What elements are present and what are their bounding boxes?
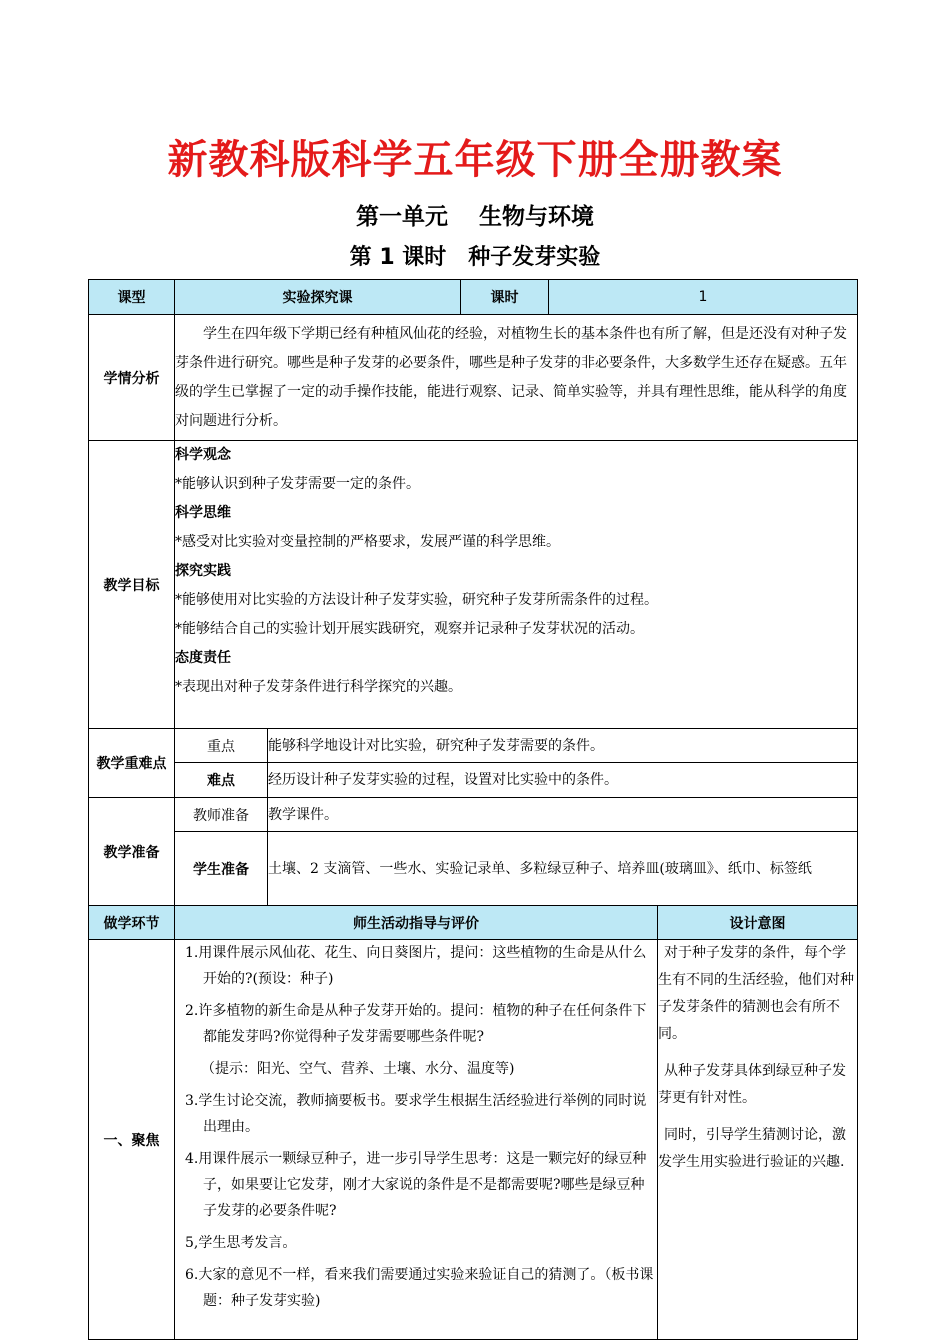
stage1-design	[658, 940, 858, 1340]
student-prep-label: 学生准备	[175, 832, 268, 906]
lesson-plan-table	[88, 279, 858, 1340]
design-note: 从种子发芽具体到绿豆种子发芽更有针对性。	[658, 1063, 846, 1106]
activity-step: 6.大家的意见不一样，看来我们需要通过实验来验证自己的猜测了。（板书课题：种子发芽实验)	[185, 1267, 654, 1309]
intent-header: 设计意图	[658, 906, 858, 940]
difficulty-row	[89, 763, 858, 798]
lesson-type-label: 课型	[89, 280, 175, 315]
objectives-row	[89, 441, 858, 729]
unit-title: 第一单元 生物与环境	[355, 204, 594, 230]
stage-header: 做学环节	[89, 906, 175, 940]
objectives-label: 教学目标	[89, 441, 175, 729]
info-row	[89, 280, 858, 315]
objective-item: *能够结合自己的实验计划开展实践研究，观察并记录种子发芽状况的活动。	[175, 621, 644, 637]
activity-header-row	[89, 906, 858, 940]
guidance-header: 师生活动指导与评价	[175, 906, 658, 940]
activity-step: 3.学生讨论交流，教师摘要板书。要求学生根据生活经验进行举例的同时说出理由。	[185, 1093, 647, 1135]
teacher-prep-row	[89, 798, 858, 832]
objective-heading: 科学观念	[175, 447, 231, 463]
stage1-label: 一、聚焦	[89, 940, 175, 1340]
lesson-type-value: 实验探究课	[175, 280, 461, 315]
key-points-label: 教学重难点	[89, 729, 175, 798]
objective-heading: 科学思维	[175, 505, 231, 521]
focus-text: 能够科学地设计对比实验，研究种子发芽需要的条件。	[268, 729, 858, 763]
preparation-label: 教学准备	[89, 798, 175, 906]
lesson-title: 第 1 课时 种子发芽实验	[349, 245, 601, 270]
class-hours-label: 课时	[461, 280, 549, 315]
teacher-prep-label: 教师准备	[175, 798, 268, 832]
objective-heading: 探究实践	[175, 563, 231, 579]
difficulty-label: 难点	[175, 763, 268, 798]
objective-item: *感受对比实验对变量控制的严格要求，发展严谨的科学思维。	[175, 534, 560, 550]
activity-step: 5,学生思考发言。	[185, 1235, 297, 1251]
objective-item: *能够使用对比实验的方法设计种子发芽实验，研究种子发芽所需条件的过程。	[175, 592, 658, 608]
objective-item: *表现出对种子发芽条件进行科学探究的兴趣。	[175, 679, 462, 695]
objectives-content	[175, 441, 858, 729]
activity-step: 1.用课件展示风仙花、花生、向日葵图片，提问：这些植物的生命是从什么开始的?(预设：种子)	[185, 945, 647, 987]
analysis-row	[89, 315, 858, 441]
objective-item: *能够认识到种子发芽需要一定的条件。	[175, 476, 420, 492]
student-prep-text: 土壤、2 支滴管、一些水、实验记录单、多粒绿豆种子、培养皿(玻璃皿》、纸巾、标签纸	[268, 832, 858, 906]
design-note: 对于种子发芽的条件，每个学生有不同的生活经验，他们对种子发芽条件的猜测也会有所不同。	[658, 945, 854, 1042]
teacher-prep-text: 教学课件。	[268, 798, 858, 832]
stage1-steps	[175, 940, 658, 1340]
analysis-text: 学生在四年级下学期已经有种植风仙花的经验，对植物生长的基本条件也有所了解，但是还没有对种子发芽条件进行研究。哪些是种子发芽的必要条件，哪些是种子发芽的非必要条件，大多数学生还存在疑惑。五年级的学生已掌握了一定的动手操作技能，能进行观察、记录、简单实验等，并具有理性思维，能从科学的角度对问题进行分析。	[175, 315, 858, 441]
analysis-label: 学情分析	[89, 315, 175, 441]
design-note: 同时，引导学生猜测讨论，激发学生用实验进行验证的兴趣.	[658, 1127, 846, 1170]
key-point-row	[89, 729, 858, 763]
activity-step: 4.用课件展示一颗绿豆种子，进一步引导学生思考：这是一颗完好的绿豆种子，如果要让它发芽，刚才大家说的条件是不是都需要呢?哪些是绿豆种子发芽的必要条件呢?	[185, 1151, 647, 1219]
activity-hint: （提示：阳光、空气、营养、土壤、水分、温度等)	[201, 1061, 515, 1077]
focus-label: 重点	[175, 729, 268, 763]
document-title: 新教科版科学五年级下册全册教案	[167, 137, 783, 183]
student-prep-row	[89, 832, 858, 906]
stage1-row	[89, 940, 858, 1340]
objective-heading: 态度责任	[175, 650, 231, 666]
activity-step: 2.许多植物的新生命是从种子发芽开始的。提问：植物的种子在任何条件下都能发芽吗?你觉得种子发芽需要哪些条件呢?	[185, 1003, 647, 1045]
class-hours-value: 1	[549, 280, 858, 315]
difficulty-text: 经历设计种子发芽实验的过程，设置对比实验中的条件。	[268, 763, 858, 798]
